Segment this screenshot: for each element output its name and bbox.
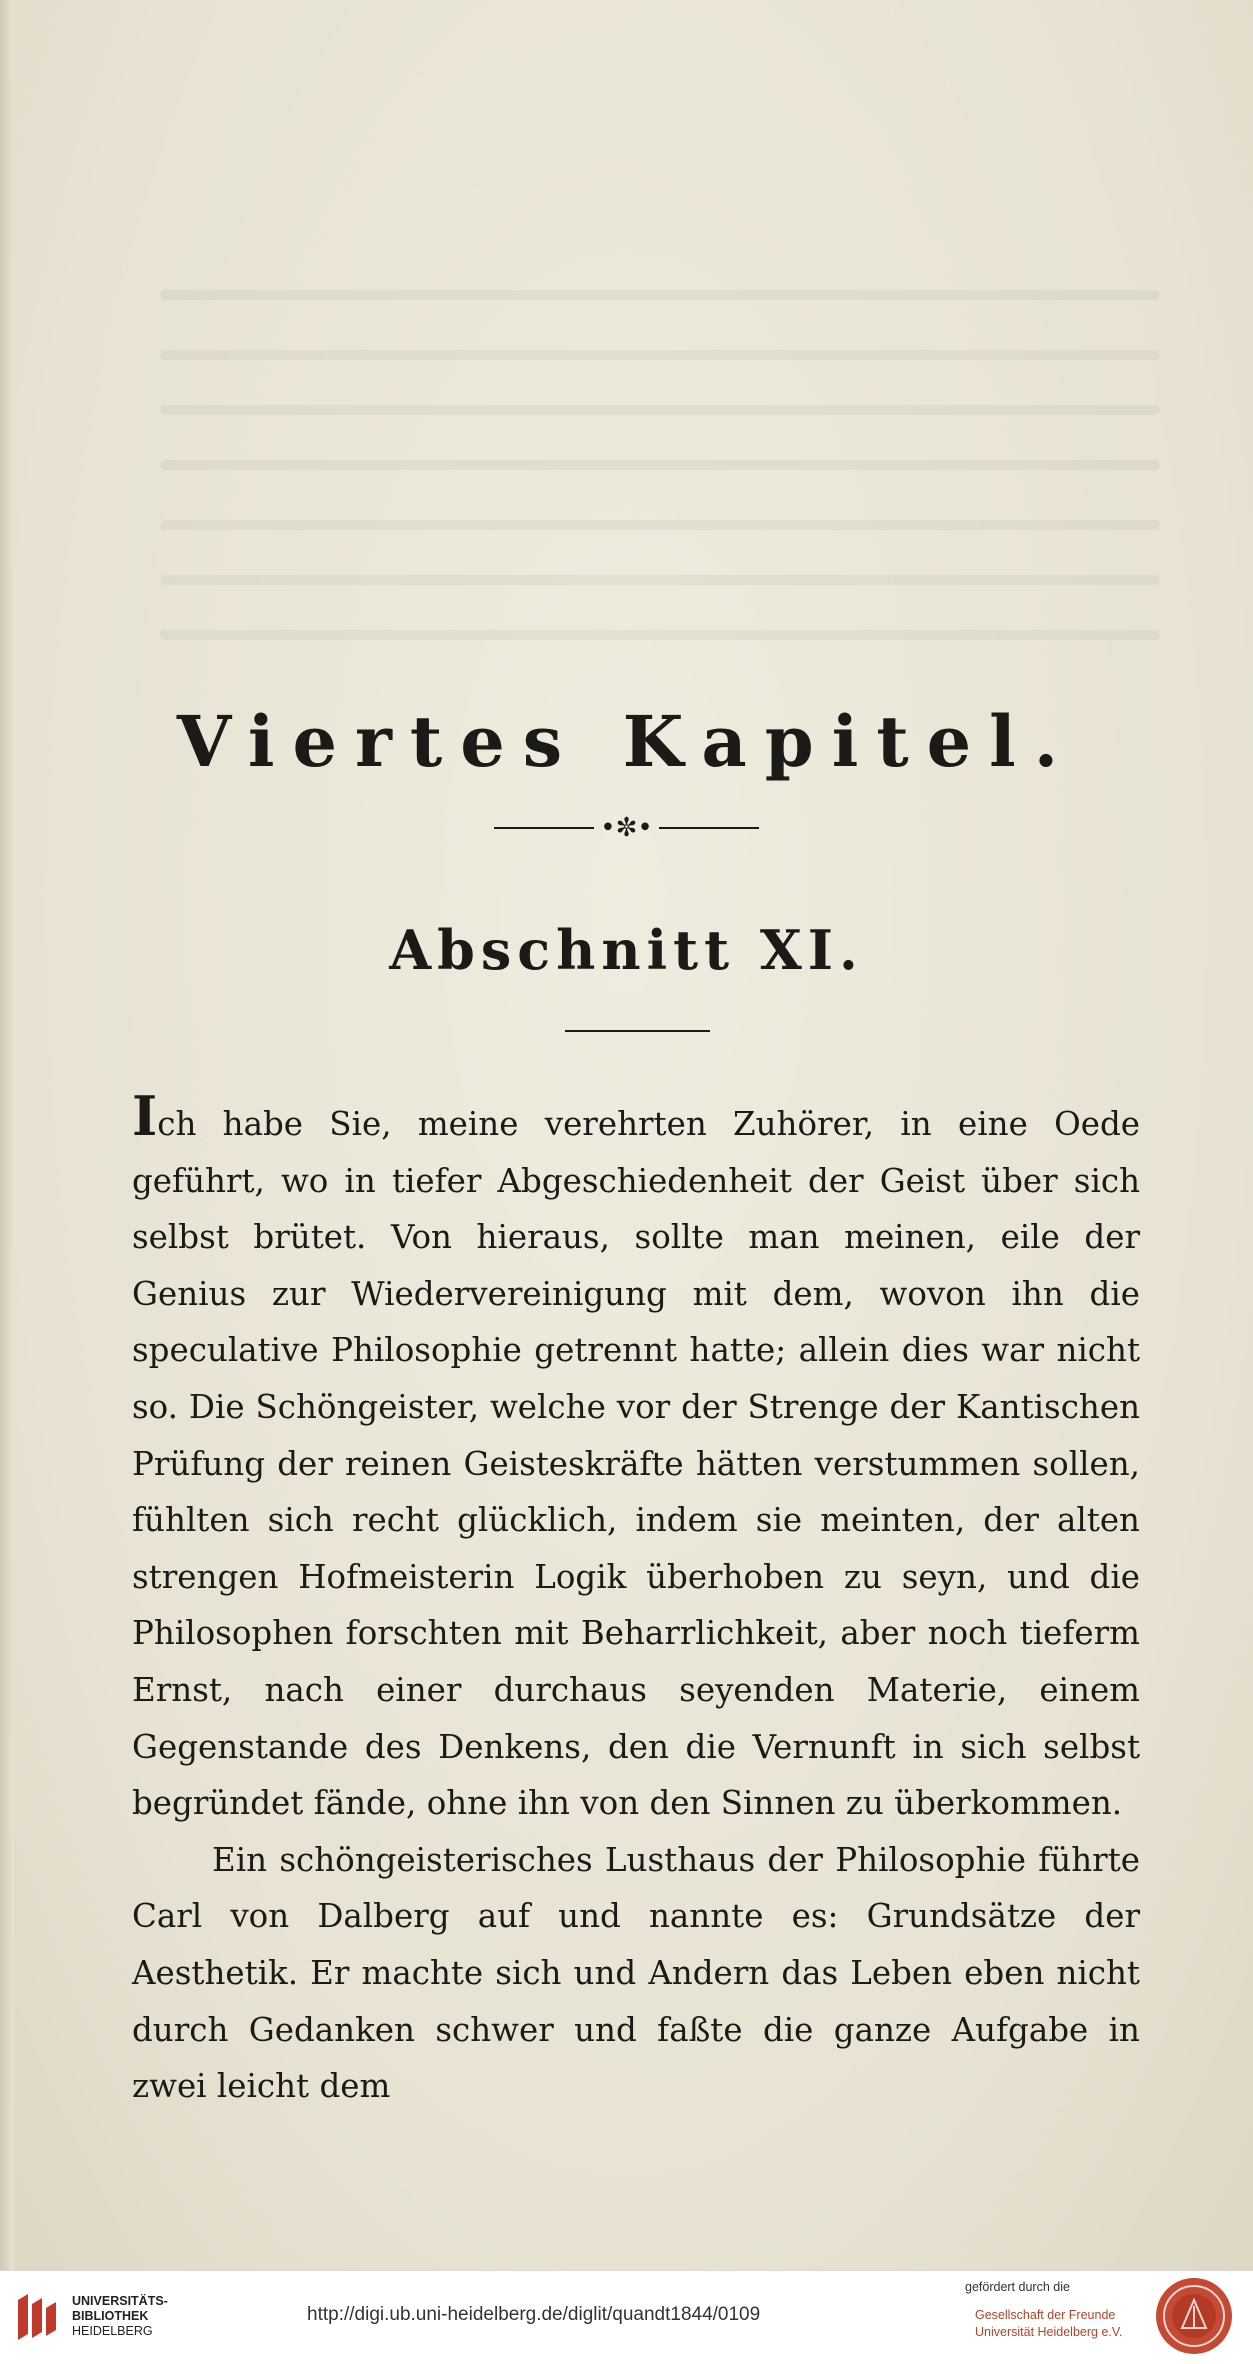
paragraph-2: Ein schöngeisterisches Lusthaus der Philosophie führte Carl von Dalberg auf und nannte es: Grundsätze der Aesthetik. Er machte sich und Andern das Leben eben nicht durch Gedanken schwer und faßte die ganze Aufgabe in zwei leicht dem	[132, 1840, 1140, 2106]
paragraph-1: Ich habe Sie, meine verehrten Zuhörer, in eine Oede geführt, wo in tiefer Abgeschiedenheit der Geist über sich selbst brütet. Von hieraus, sollte man meinen, eile der Genius zur Wiedervereinigung mit dem, wovon ihn die speculative Philosophie getrennt hatte; allein dies war nicht so. Die Schöngeister, welche vor der Strenge der Kantischen Prüfung der reinen Geisteskräfte hätten verstummen sollen, fühlten sich recht glücklich, indem sie meinten, der alten strengen Hofmeisterin Logik überhoben zu seyn, und die Philosophen forschten mit Beharrlichkeit, aber noch tieferm Ernst, nach einer durchaus seyenden Materie, einem Gegenstande des Denkens, den die Vernunft in sich selbst begründet fände, ohne ihn von den Sinnen zu überkommen.	[132, 1084, 1140, 1823]
society-name-line2: Universität Heidelberg e.V.	[975, 2325, 1123, 2339]
ornament-mark: •✼•	[600, 813, 653, 843]
bleed-through-line	[160, 520, 1160, 530]
library-name-line2: BIBLIOTHEK	[72, 2309, 149, 2323]
section-divider	[565, 1030, 710, 1032]
library-name[interactable]	[72, 2294, 168, 2339]
bleed-through-line	[160, 350, 1160, 360]
library-name-line3: HEIDELBERG	[72, 2324, 153, 2338]
body-text	[132, 1084, 1140, 2115]
bleed-through-line	[160, 575, 1160, 585]
title-ornament	[0, 812, 1253, 843]
bleed-through-line	[160, 290, 1160, 300]
university-seal-icon[interactable]	[1154, 2276, 1234, 2356]
ornament-rule-left	[494, 827, 594, 829]
page-url-link[interactable]: http://digi.ub.uni-heidelberg.de/diglit/quandt1844/0109	[307, 2304, 761, 2325]
bleed-through-line	[160, 630, 1160, 640]
bleed-through-line	[160, 405, 1160, 415]
page-spine-shadow	[0, 0, 14, 2270]
chapter-title: Viertes Kapitel.	[176, 700, 1077, 783]
ornament-rule-right	[659, 827, 759, 829]
society-name-line1: Gesellschaft der Freunde	[975, 2308, 1116, 2322]
funded-by-label: gefördert durch die	[965, 2280, 1070, 2294]
section-heading: Abschnitt XI.	[389, 918, 864, 982]
library-logo-icon[interactable]	[14, 2290, 62, 2344]
library-name-line1: UNIVERSITÄTS-	[72, 2294, 168, 2308]
society-name[interactable]	[975, 2307, 1123, 2341]
bleed-through-line	[160, 460, 1160, 470]
